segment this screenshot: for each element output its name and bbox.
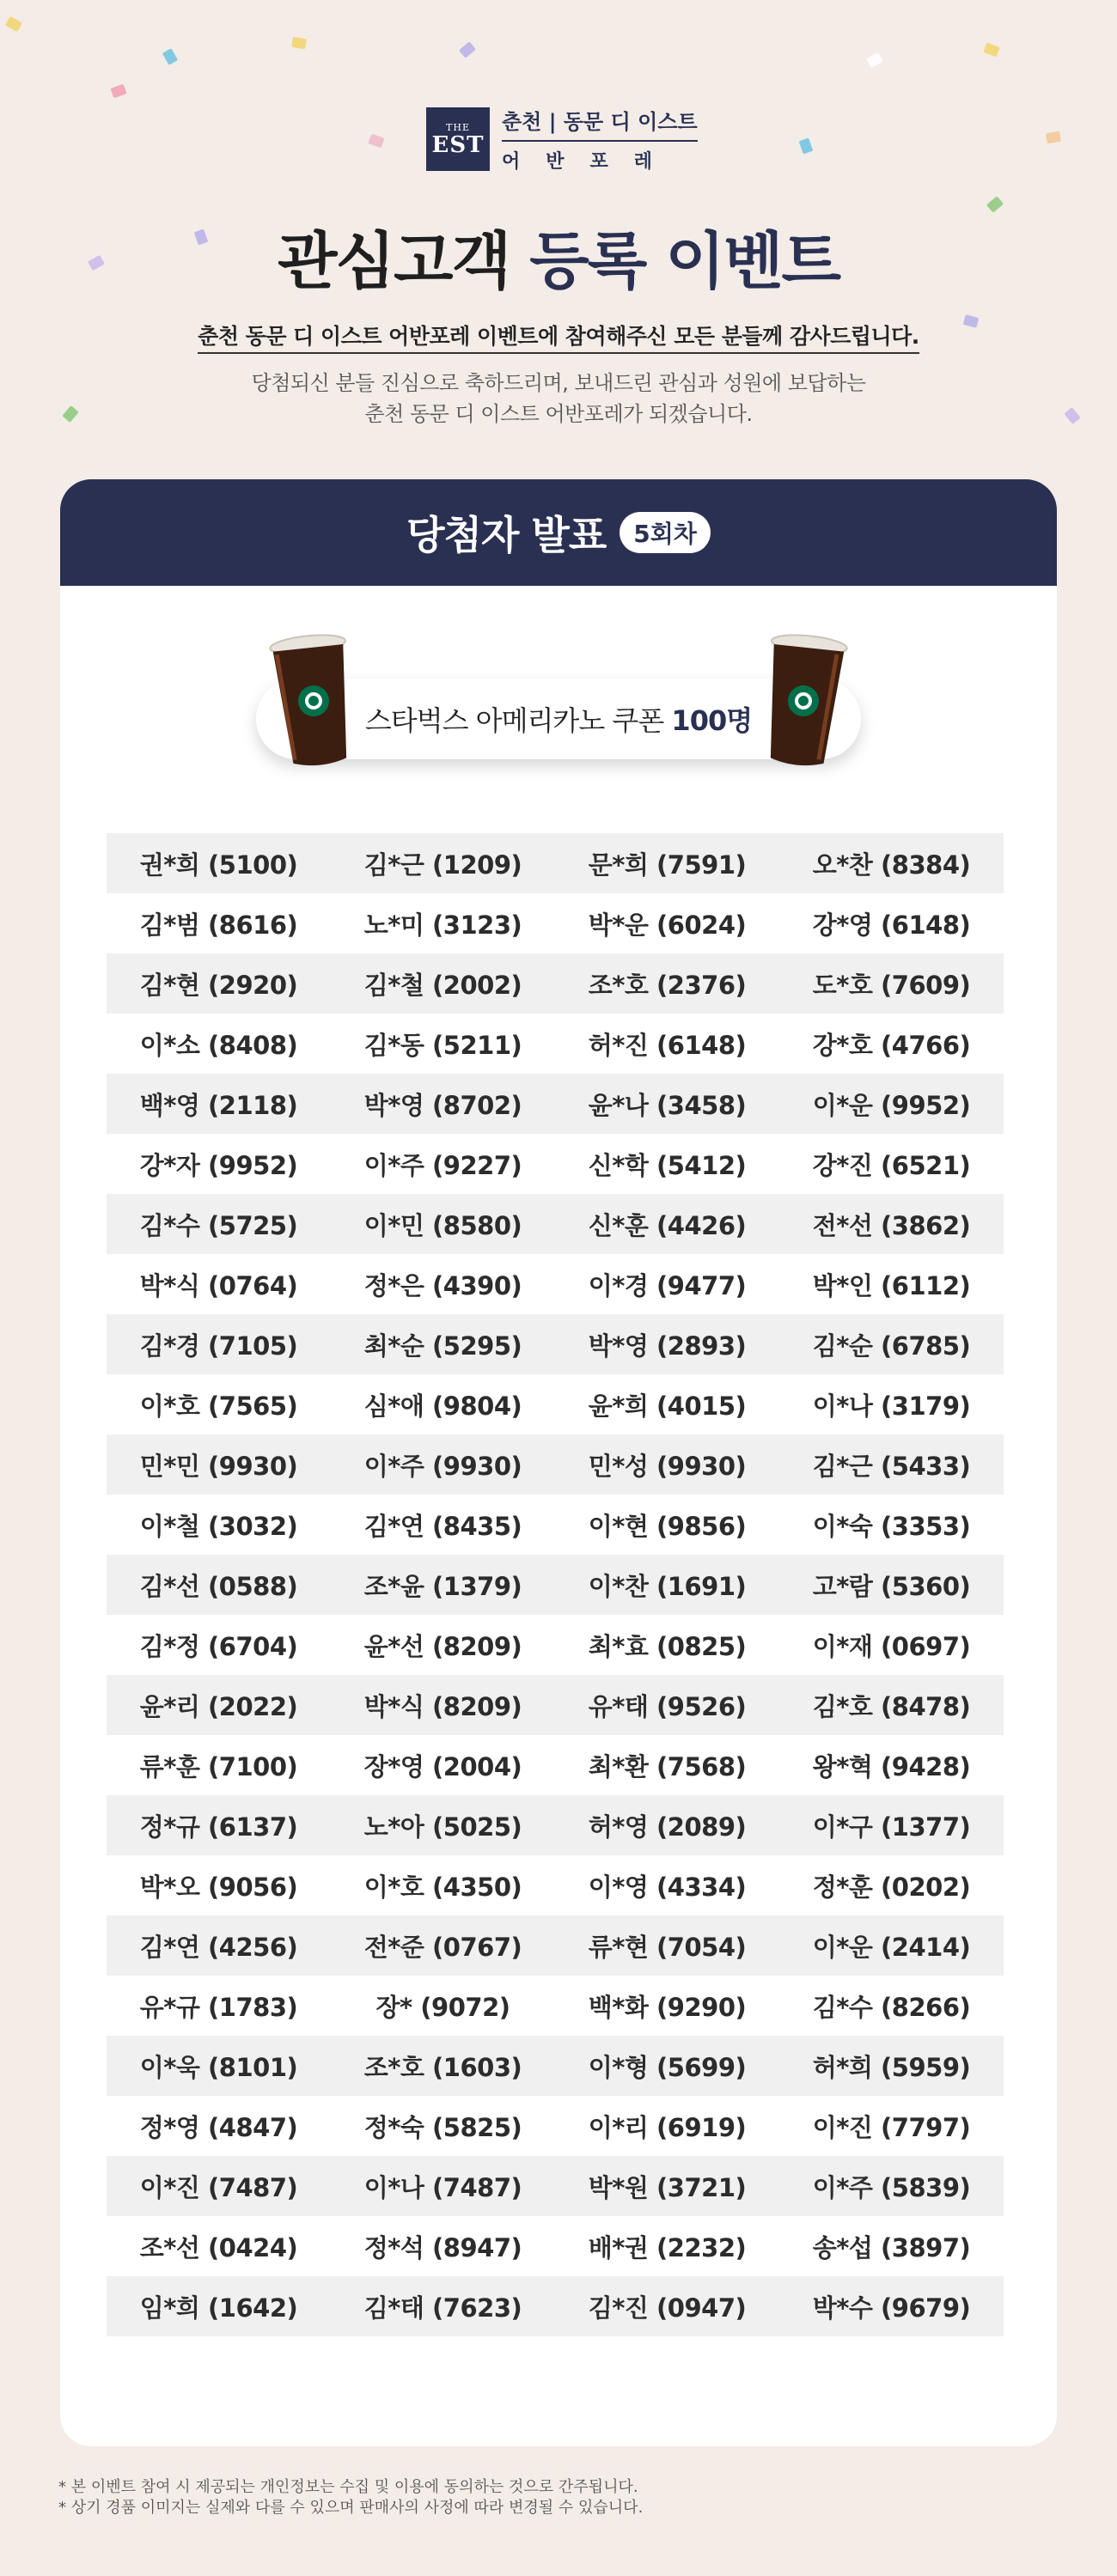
winner-cell: 도*호 (7609) [812, 970, 971, 1000]
winner-cell: 이*주 (9930) [363, 1451, 522, 1481]
winner-cell: 유*규 (1783) [139, 1992, 298, 2022]
card-heading: 당첨자 발표 [406, 512, 607, 558]
table-row [107, 1194, 1004, 1254]
winner-cell: 이*현 (9856) [588, 1511, 747, 1541]
title-part1: 관심고객 [277, 225, 510, 297]
notice [58, 2477, 643, 2518]
table-row [107, 2156, 1004, 2216]
winner-cell: 박*식 (0764) [139, 1270, 298, 1300]
table-row [107, 1134, 1004, 1194]
winner-cell: 강*자 (9952) [139, 1150, 298, 1180]
winner-cell: 조*호 (1603) [363, 2052, 522, 2082]
winner-cell: 이*구 (1377) [812, 1812, 971, 1842]
winner-cell: 오*찬 (8384) [812, 850, 971, 880]
winner-cell: 송*섭 (3897) [812, 2232, 971, 2262]
winner-cell: 이*리 (6919) [588, 2112, 747, 2142]
notice-line: * 본 이벤트 참여 시 제공되는 개인정보는 수집 및 이용에 동의하는 것으로 간주됩니다. [58, 2478, 638, 2496]
winner-cell: 권*희 (5100) [139, 850, 298, 880]
subtitle [0, 368, 1117, 429]
winner-cell: 김*근 (5433) [812, 1451, 971, 1481]
table-row [107, 1615, 1004, 1675]
winner-cell: 문*희 (7591) [588, 850, 747, 880]
card-header [60, 479, 1057, 586]
table-row [107, 1555, 1004, 1615]
winner-cell: 유*태 (9526) [588, 1691, 747, 1721]
winner-cell: 김*태 (7623) [363, 2293, 522, 2323]
winner-cell: 김*연 (8435) [363, 1511, 522, 1541]
table-row [107, 1495, 1004, 1555]
table-row [107, 1254, 1004, 1314]
table-row [107, 953, 1004, 1014]
winner-cell: 이*찬 (1691) [588, 1571, 747, 1601]
thanks-part1: 춘천 동문 디 이스트 어반포레 이벤트에 [198, 324, 565, 354]
coffee-cup-icon [266, 629, 361, 774]
winner-cell: 이*민 (8580) [363, 1210, 522, 1240]
winner-cell: 이*주 (9227) [363, 1150, 522, 1180]
winner-cell: 민*민 (9930) [139, 1451, 298, 1481]
winner-cell: 이*철 (3032) [139, 1511, 298, 1541]
winner-cell: 박*인 (6112) [812, 1270, 971, 1300]
winner-cell: 정*영 (4847) [139, 2112, 298, 2142]
winner-cell: 최*효 (0825) [588, 1631, 747, 1661]
winner-cell: 김*철 (2002) [363, 970, 522, 1000]
table-row [107, 893, 1004, 953]
winner-cell: 김*연 (4256) [139, 1932, 298, 1962]
winner-cell: 최*환 (7568) [588, 1751, 747, 1781]
table-row [107, 1074, 1004, 1134]
winner-cell: 배*권 (2232) [588, 2232, 747, 2262]
winner-cell: 김*근 (1209) [363, 850, 522, 880]
winner-cell: 이*진 (7487) [139, 2172, 298, 2202]
winner-cell: 박*수 (9679) [812, 2293, 971, 2323]
winner-cell: 정*숙 (5825) [363, 2112, 522, 2142]
table-row [107, 2216, 1004, 2276]
winner-cell: 최*순 (5295) [363, 1331, 522, 1361]
logo-line2: 어반포레 [502, 151, 679, 173]
brand-logo [426, 105, 698, 174]
winner-cell: 김*호 (8478) [812, 1691, 971, 1721]
table-row [107, 2096, 1004, 2156]
winner-cell: 장* (9072) [375, 1992, 510, 2022]
winner-cell: 류*현 (7054) [588, 1932, 747, 1962]
winner-cell: 이*욱 (8101) [139, 2052, 298, 2082]
winner-cell: 백*영 (2118) [139, 1090, 298, 1120]
winner-cell: 이*경 (9477) [588, 1270, 747, 1300]
subtitle-line1: 당첨되신 분들 진심으로 축하드리며, 보내드린 관심과 성원에 보답하는 [251, 371, 866, 395]
table-row [107, 1795, 1004, 1855]
winner-cell: 심*애 (9804) [363, 1391, 522, 1421]
coffee-cup-icon [756, 629, 851, 774]
table-row [107, 1735, 1004, 1795]
winner-cell: 박*오 (9056) [139, 1872, 298, 1902]
winner-cell: 김*수 (5725) [139, 1210, 298, 1240]
winner-cell: 전*준 (0767) [363, 1932, 522, 1962]
winner-cell: 허*영 (2089) [588, 1812, 747, 1842]
winner-cell: 정*훈 (0202) [812, 1872, 971, 1902]
winner-cell: 이*재 (0697) [812, 1631, 971, 1661]
winner-cell: 노*아 (5025) [363, 1812, 522, 1842]
thanks-message [0, 320, 1117, 350]
title-part2: 등록 이벤트 [529, 225, 840, 297]
winner-cell: 백*화 (9290) [588, 1992, 747, 2022]
winner-cell: 조*윤 (1379) [363, 1571, 522, 1601]
logo-mark-top: THE [446, 121, 470, 133]
table-row [107, 1314, 1004, 1374]
prize-text: 스타벅스 아메리카노 쿠폰 [364, 704, 672, 737]
winner-cell: 노*미 (3123) [363, 910, 522, 940]
winner-cell: 강*진 (6521) [812, 1150, 971, 1180]
winner-cell: 김*정 (6704) [139, 1631, 298, 1661]
winner-cell: 이*나 (7487) [363, 2172, 522, 2202]
winner-cell: 고*람 (5360) [812, 1571, 971, 1601]
winner-cell: 박*운 (6024) [588, 910, 747, 940]
winner-cell: 이*호 (4350) [363, 1872, 522, 1902]
table-row [107, 833, 1004, 893]
winner-cell: 윤*리 (2022) [139, 1691, 298, 1721]
winner-cell: 이*호 (7565) [139, 1391, 298, 1421]
table-row [107, 1915, 1004, 1976]
table-row [107, 1855, 1004, 1915]
winner-cell: 신*훈 (4426) [588, 1210, 747, 1240]
winner-cell: 강*영 (6148) [812, 910, 971, 940]
winner-cell: 윤*희 (4015) [588, 1391, 747, 1421]
page-title [0, 211, 1117, 301]
winner-cell: 김*수 (8266) [812, 1992, 971, 2022]
winner-cell: 정*규 (6137) [139, 1812, 298, 1842]
winner-cell: 정*은 (4390) [363, 1270, 522, 1300]
winner-cell: 왕*혁 (9428) [812, 1751, 971, 1781]
table-row [107, 1434, 1004, 1495]
winner-cell: 박*원 (3721) [588, 2172, 747, 2202]
table-row [107, 2276, 1004, 2336]
winner-cell: 윤*선 (8209) [363, 1631, 522, 1661]
winner-cell: 윤*나 (3458) [588, 1090, 747, 1120]
winner-cell: 김*현 (2920) [139, 970, 298, 1000]
round-badge: 5회차 [620, 512, 711, 553]
winner-cell: 조*선 (0424) [139, 2232, 298, 2262]
winner-cell: 이*소 (8408) [139, 1030, 298, 1060]
winner-cell: 신*학 (5412) [588, 1150, 747, 1180]
winner-cell: 이*운 (9952) [812, 1090, 971, 1120]
winners-table [107, 833, 1004, 2336]
winner-cell: 임*희 (1642) [139, 2293, 298, 2323]
table-row [107, 1374, 1004, 1434]
table-row [107, 1675, 1004, 1735]
winner-cell: 허*진 (6148) [588, 1030, 747, 1060]
winner-cell: 전*선 (3862) [812, 1210, 971, 1240]
winners-card [60, 479, 1057, 2446]
winner-cell: 이*나 (3179) [812, 1391, 971, 1421]
logo-mark [426, 107, 490, 171]
winner-cell: 이*형 (5699) [588, 2052, 747, 2082]
table-row [107, 1976, 1004, 2036]
winner-cell: 조*호 (2376) [588, 970, 747, 1000]
subtitle-line2: 춘천 동문 디 이스트 어반포레가 되겠습니다. [364, 402, 753, 426]
winner-cell: 박*영 (8702) [363, 1090, 522, 1120]
winner-cell: 이*진 (7797) [812, 2112, 971, 2142]
prize-count: 100명 [671, 704, 753, 737]
winner-cell: 이*숙 (3353) [812, 1511, 971, 1541]
winner-cell: 김*순 (6785) [812, 1331, 971, 1361]
winner-cell: 박*영 (2893) [588, 1331, 747, 1361]
logo-mark-bottom: EST [431, 131, 485, 158]
winner-cell: 김*범 (8616) [139, 910, 298, 940]
winner-cell: 정*석 (8947) [363, 2232, 522, 2262]
winner-cell: 류*훈 (7100) [139, 1751, 298, 1781]
table-row [107, 1014, 1004, 1074]
winner-cell: 이*영 (4334) [588, 1872, 747, 1902]
winner-cell: 김*선 (0588) [139, 1571, 298, 1601]
notice-line: * 상기 경품 이미지는 실제와 다를 수 있으며 판매사의 사정에 따라 변경될 수 있습니다. [58, 2499, 644, 2517]
winner-cell: 김*경 (7105) [139, 1331, 298, 1361]
winner-cell: 김*동 (5211) [363, 1030, 522, 1060]
winner-cell: 박*식 (8209) [363, 1691, 522, 1721]
table-row [107, 2036, 1004, 2096]
logo-line1: 춘천 | 동문 디 이스트 [502, 105, 698, 142]
winner-cell: 김*진 (0947) [588, 2293, 747, 2323]
thanks-part2: 참여해주신 모든 분들께 감사드립니다. [565, 324, 919, 354]
winner-cell: 민*성 (9930) [588, 1451, 747, 1481]
winner-cell: 장*영 (2004) [363, 1751, 522, 1781]
winner-cell: 허*희 (5959) [812, 2052, 971, 2082]
winner-cell: 강*호 (4766) [812, 1030, 971, 1060]
winner-cell: 이*운 (2414) [812, 1932, 971, 1962]
winner-cell: 이*주 (5839) [812, 2172, 971, 2202]
